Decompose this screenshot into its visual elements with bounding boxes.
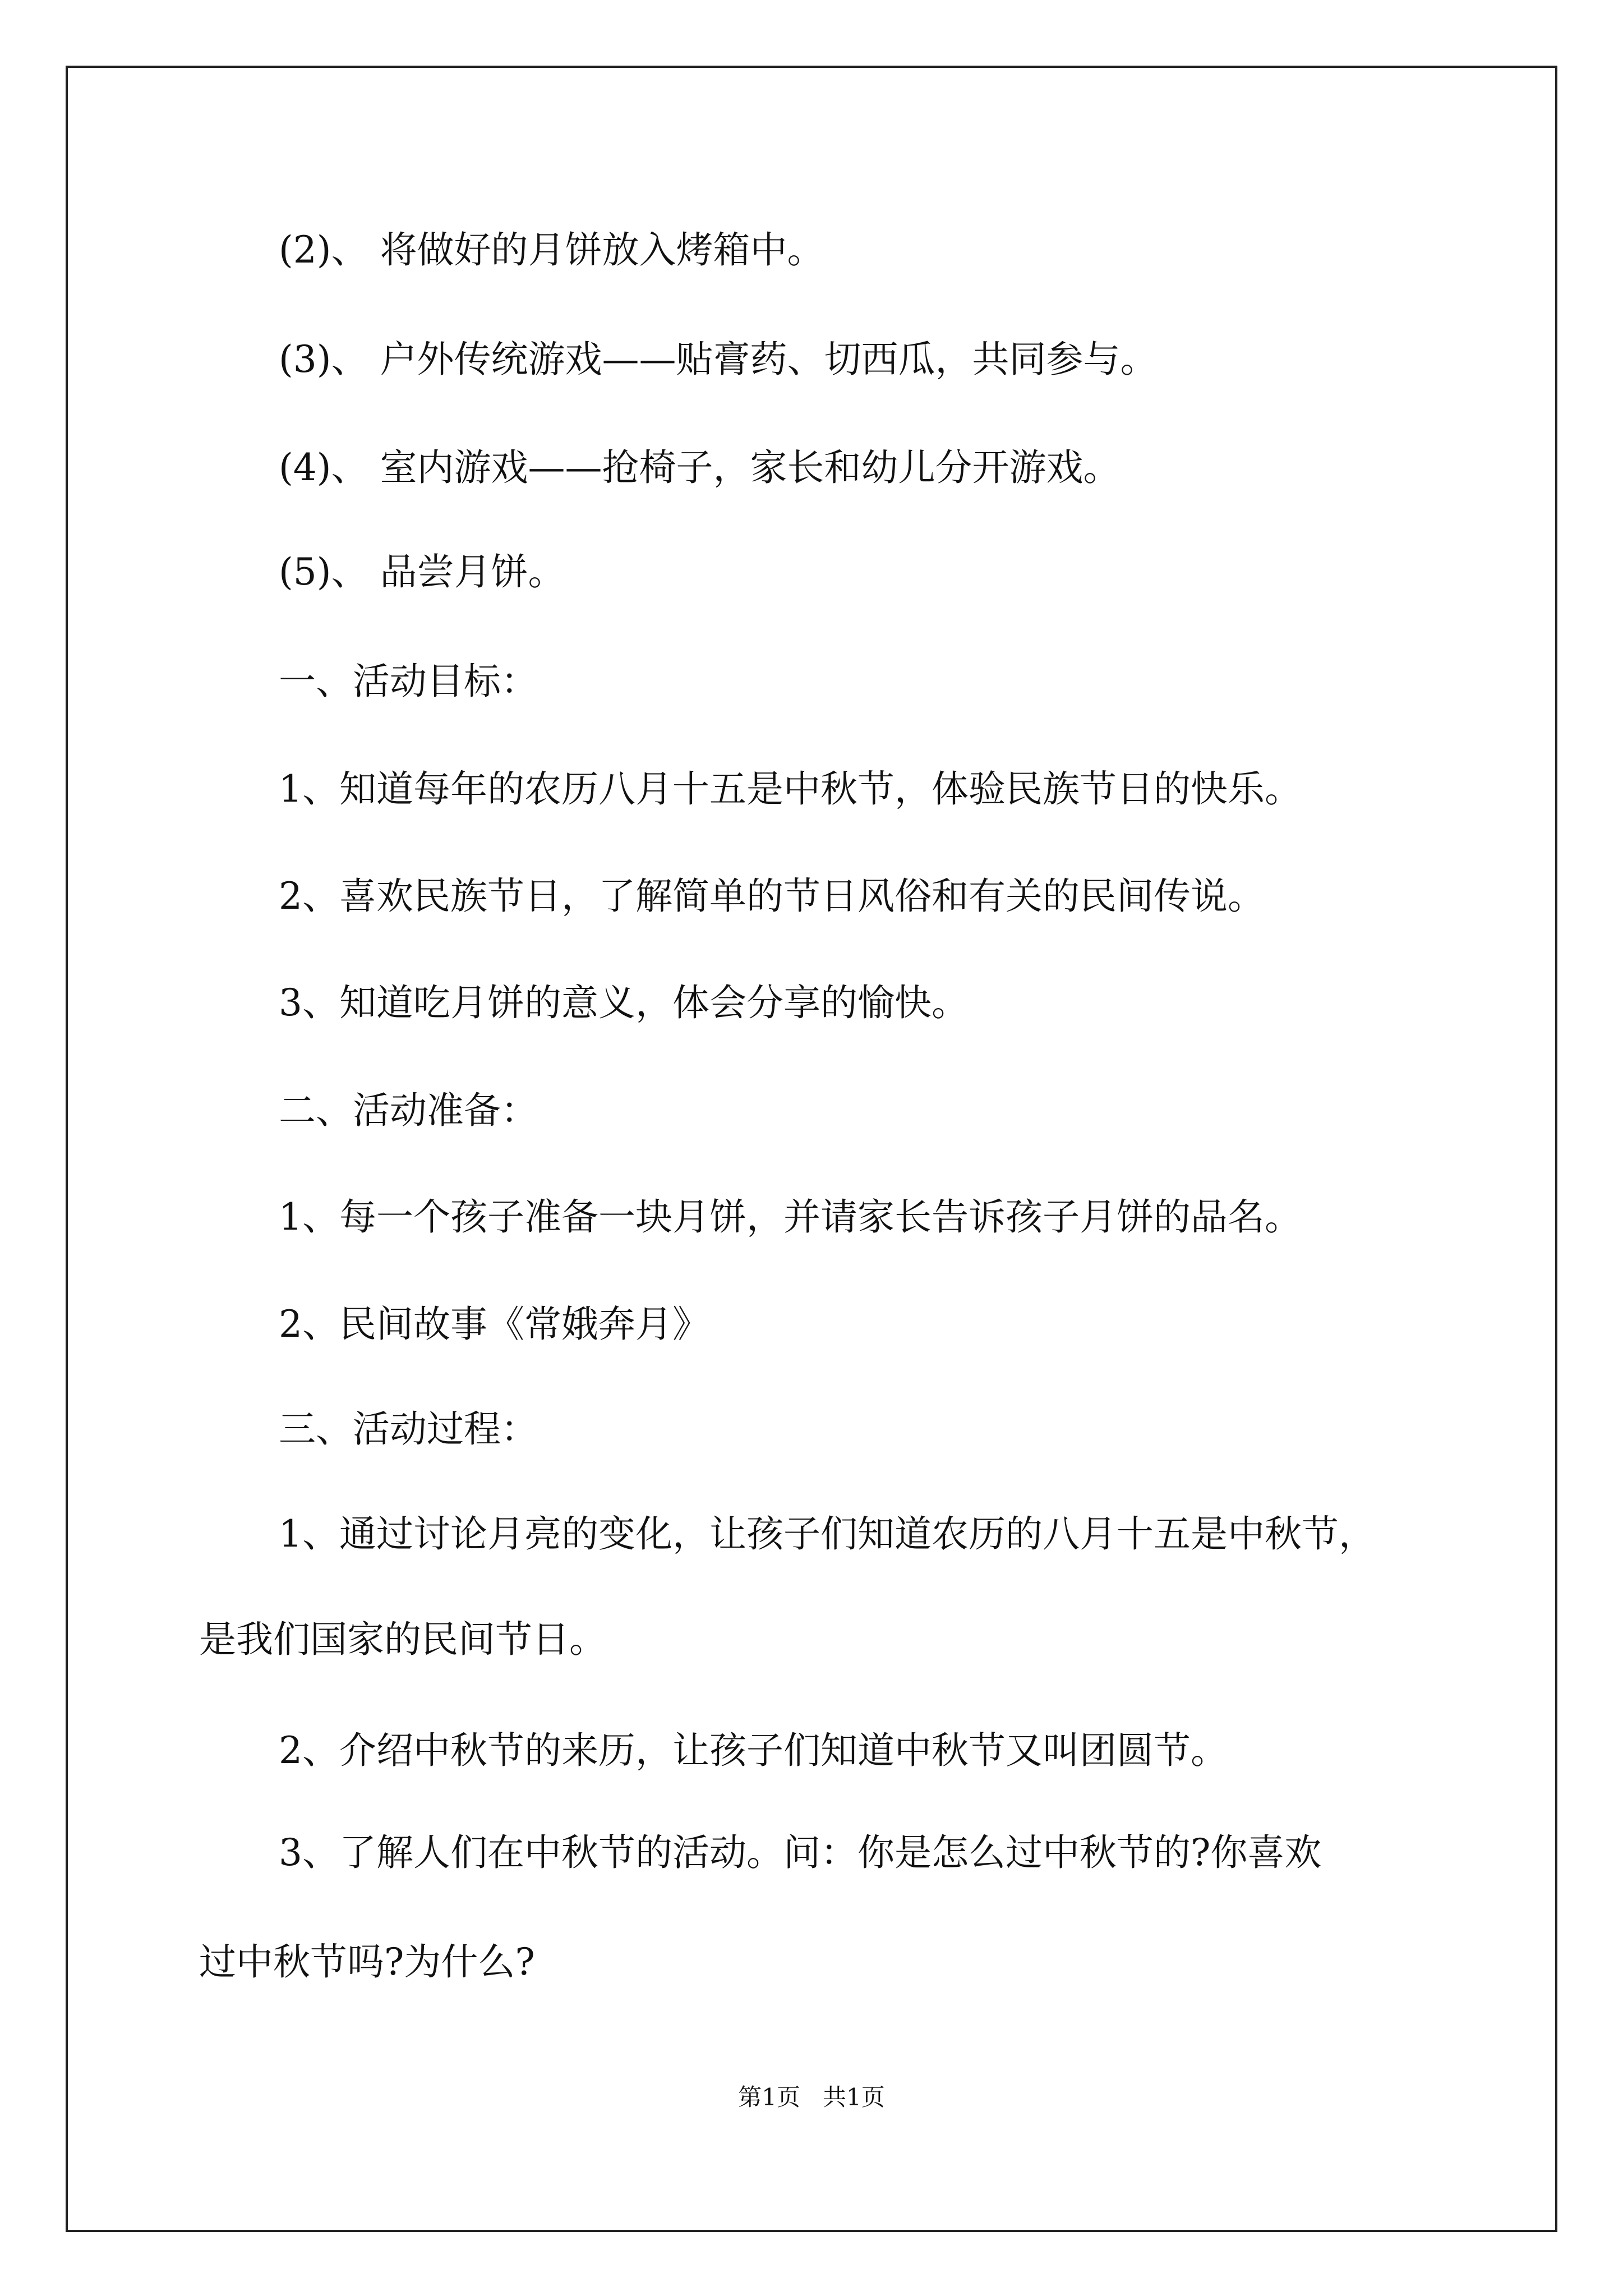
section-heading-goals: 一、活动目标： <box>279 660 538 703</box>
step-5-line: (5)、 品尝月饼。 <box>279 550 565 593</box>
process-3-continuation: 过中秋节吗?为什么? <box>199 1940 535 1984</box>
step-3-line: (3)、 户外传统游戏——贴膏药、切西瓜，共同参与。 <box>279 338 1158 381</box>
process-2-line: 2、介绍中秋节的来历，让孩子们知道中秋节又叫团圆节。 <box>279 1729 1228 1772</box>
section-heading-process: 三、活动过程： <box>279 1407 538 1451</box>
process-1-line: 1、通过讨论月亮的变化，让孩子们知道农历的八月十五是中秋节， <box>279 1512 1376 1556</box>
section-heading-prep: 二、活动准备： <box>279 1089 538 1132</box>
process-1-continuation: 是我们国家的民间节日。 <box>199 1618 606 1661</box>
prep-1-line: 1、每一个孩子准备一块月饼，并请家长告诉孩子月饼的品名。 <box>279 1195 1302 1239</box>
step-2-line: (2)、 将做好的月饼放入烤箱中。 <box>279 228 824 272</box>
step-4-line: (4)、 室内游戏——抢椅子，家长和幼儿分开游戏。 <box>279 446 1121 489</box>
goal-3-line: 3、知道吃月饼的意义，体会分享的愉快。 <box>279 981 969 1024</box>
process-3-line: 3、了解人们在中秋节的活动。问：你是怎么过中秋节的?你喜欢 <box>279 1831 1322 1874</box>
page-border <box>66 66 1557 2232</box>
goal-2-line: 2、喜欢民族节日，了解简单的节日风俗和有关的民间传说。 <box>279 875 1265 918</box>
goal-1-line: 1、知道每年的农历八月十五是中秋节，体验民族节日的快乐。 <box>279 767 1302 811</box>
prep-2-line: 2、民间故事《常娥奔月》 <box>279 1303 709 1346</box>
page-footer: 第1页 共1页 <box>738 2083 885 2111</box>
